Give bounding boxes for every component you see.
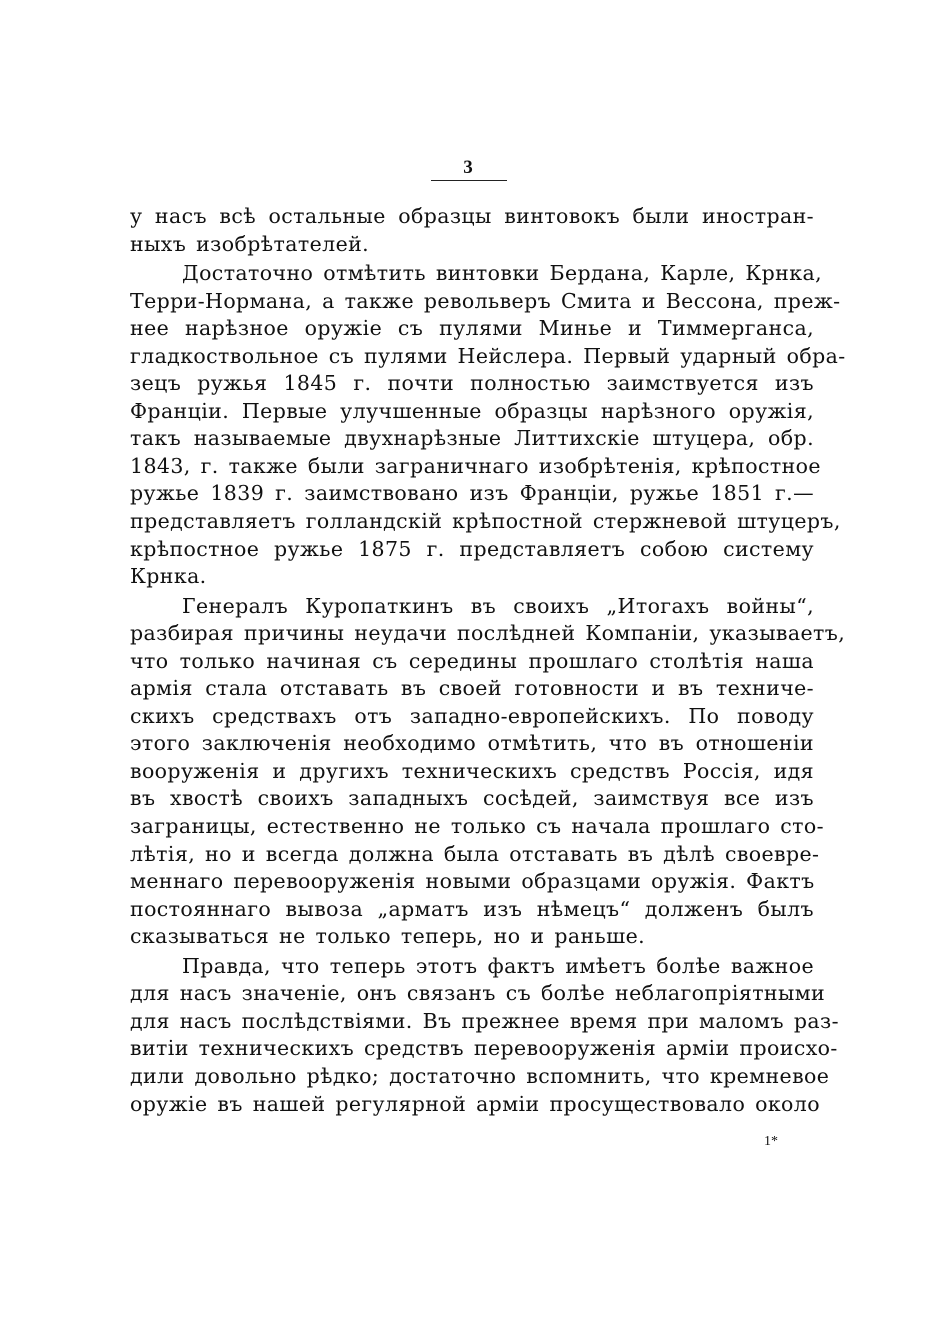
text-line: этого заключенія необходимо отмѣтить, что въ отношеніи bbox=[130, 731, 814, 756]
page-number: 3 bbox=[463, 157, 473, 178]
text-line: скихъ средствахъ отъ западно-европейскихъ. По поводу bbox=[130, 703, 814, 728]
text-line: вооруженія и другихъ техническихъ средствъ Россія, идя bbox=[130, 758, 814, 783]
text-line: крѣпостное ружье 1875 г. представляетъ собою систему bbox=[130, 536, 814, 561]
text-line: Правда, что теперь этотъ фактъ имѣетъ болѣе важное bbox=[182, 953, 814, 978]
text-line: представляетъ голландскій крѣпостной стержневой штуцеръ, bbox=[130, 509, 841, 534]
text-line: 1843, г. также были заграничнаго изобрѣтенія, крѣпостное bbox=[130, 453, 821, 478]
signature-mark: 1* bbox=[764, 1134, 778, 1149]
page-number-rule bbox=[431, 180, 507, 181]
text-line: дили довольно рѣдко; достаточно вспомнить, что кремневое bbox=[130, 1063, 830, 1088]
text-line: въ хвостѣ своихъ западныхъ сосѣдей, заимствуя все изъ bbox=[130, 786, 814, 811]
body-text bbox=[130, 203, 846, 1118]
text-line: армія стала отставать въ своей готовности и въ техниче- bbox=[130, 676, 814, 701]
text-line: лѣтія, но и всегда должна была отставать въ дѣлѣ своевре- bbox=[130, 841, 820, 866]
text-line: постояннаго вывоза „арматъ изъ нѣмецъ“ долженъ былъ bbox=[130, 896, 814, 921]
text-line: Крнка. bbox=[130, 564, 207, 589]
text-line: разбирая причины неудачи послѣдней Компаніи, указываетъ, bbox=[130, 621, 846, 646]
text-line: сказываться не только теперь, но и раньше. bbox=[130, 924, 646, 949]
text-line: ружье 1839 г. заимствовано изъ Франціи, ружье 1851 г.— bbox=[130, 481, 814, 506]
text-line: для насъ значеніе, онъ связанъ съ болѣе неблагопріятными bbox=[130, 981, 826, 1006]
text-line: оружіе въ нашей регулярной арміи просуществовало около bbox=[130, 1091, 820, 1116]
text-line: что только начиная съ середины прошлаго столѣтія наша bbox=[130, 648, 814, 673]
text-line: гладкоствольное съ пулями Нейслера. Первый ударный обра- bbox=[130, 343, 846, 368]
text-line: витіи техническихъ средствъ перевооруженія арміи происхо- bbox=[130, 1036, 838, 1061]
text-line: ныхъ изобрѣтателей. bbox=[130, 231, 370, 256]
text-line: у насъ всѣ остальные образцы винтовокъ были иностран- bbox=[130, 204, 814, 228]
text-line: такъ называемые двухнарѣзные Литтихскіе штуцера, обр. bbox=[130, 426, 814, 451]
text-line: Генералъ Куропаткинъ въ своихъ „Итогахъ войны“, bbox=[182, 593, 814, 618]
text-line: меннаго перевооруженія новыми образцами оружія. Фактъ bbox=[130, 869, 815, 894]
text-line: заграницы, естественно не только съ начала прошлаго сто- bbox=[130, 814, 824, 839]
text-line: зецъ ружья 1845 г. почти полностью заимствуется изъ bbox=[130, 371, 814, 396]
text-line: Терри-Нормана, а также револьверъ Смита и Вессона, преж- bbox=[130, 288, 841, 313]
text-line: Достаточно отмѣтить винтовки Бердана, Карле, Крнка, bbox=[182, 261, 822, 286]
text-line: для насъ послѣдствіями. Въ прежнее время при маломъ раз- bbox=[130, 1008, 839, 1033]
text-line: нее нарѣзное оружіе съ пулями Минье и Тиммерганса, bbox=[130, 316, 814, 341]
text-line: Франціи. Первые улучшенные образцы нарѣзного оружія, bbox=[130, 398, 814, 423]
